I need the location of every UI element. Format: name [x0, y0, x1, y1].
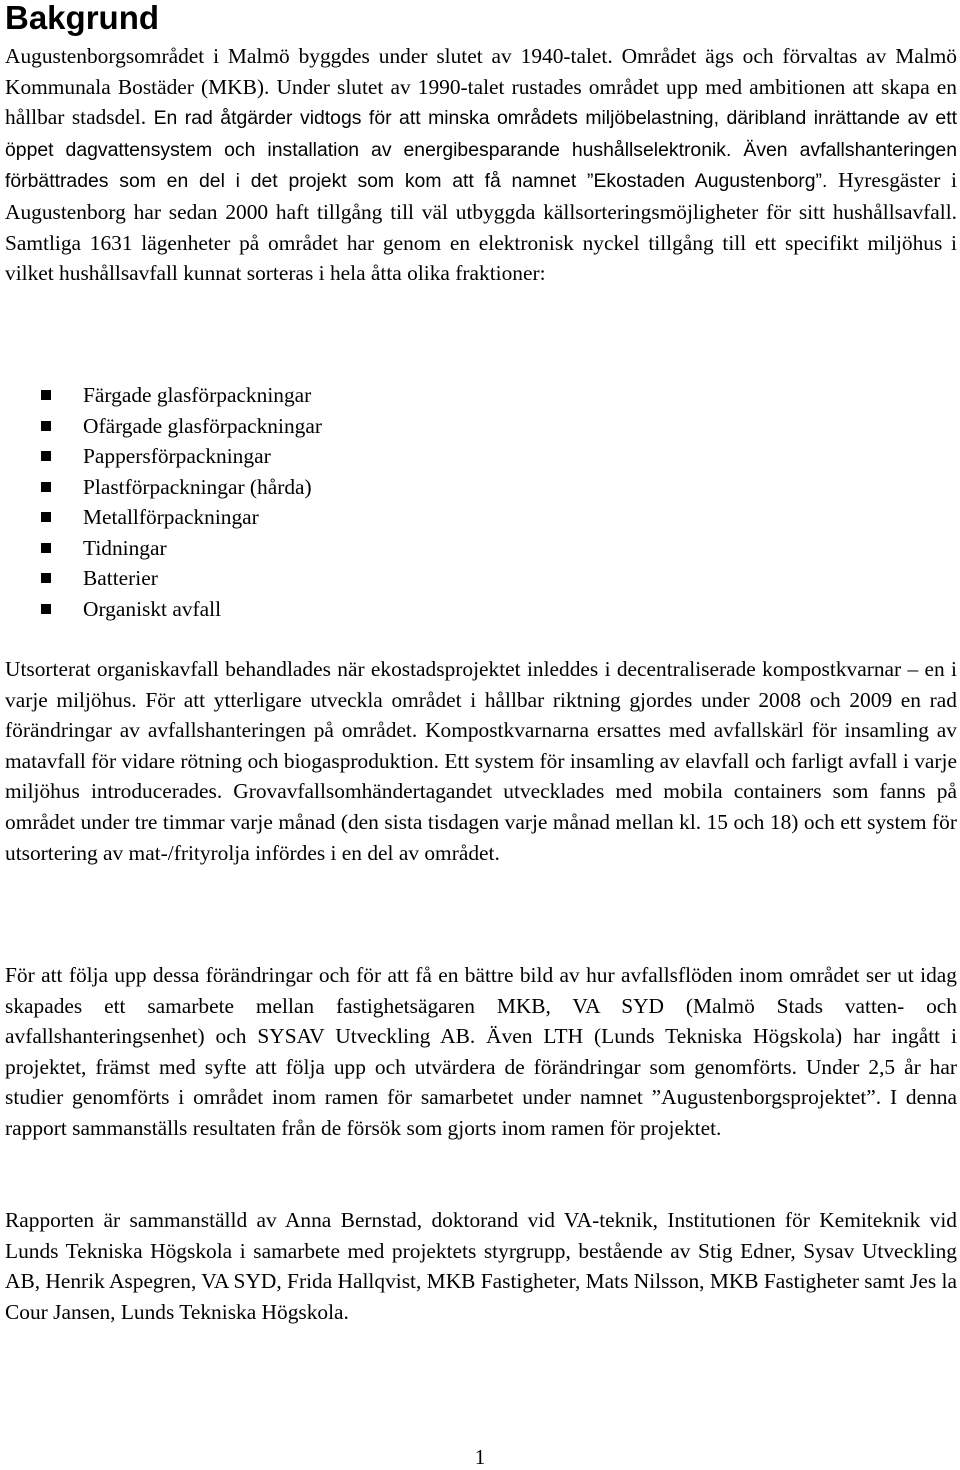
intro-sentence-3: Hyresgäster i Augustenborg har sedan 2000 haft tillgång till väl utbyggda källsorteringsmöjligheter för sitt hushållsavfall.	[5, 168, 957, 224]
waste-changes-paragraph: Utsorterat organiskavfall behandlades när ekostadsprojektet inleddes i decentraliserade kompostkvarnar – en i varje miljöhus. För att ytterligare utveckla området i hållbar riktning gjordes under 2008 och 2009 en rad förändringar av avfallshanteringen på området. Kompostkvarnarna ersattes med avfallskärl för insamling av matavfall för vidare rötning och biogasproduktion. Ett system för insamling av elavfall och farligt avfall i varje miljöhus introducerades. Grovavfallsomhändertagandet utvecklades med mobila containers som fanns på området under tre timmar varje månad (den sista tisdagen varje månad mellan kl. 15 och 18) och ett system för utsortering av mat-/frityrolja infördes i en del av området.	[5, 657, 957, 865]
bullet-square-icon	[41, 543, 51, 553]
bullet-square-icon	[41, 512, 51, 522]
bullet-square-icon	[41, 421, 51, 431]
section-heading: Bakgrund	[5, 0, 160, 36]
bullet-square-icon	[41, 390, 51, 400]
list-item-text: Batterier	[83, 566, 158, 590]
intro-sentence-2: En rad åtgärder vidtogs för att minska områdets miljöbelastning, däribland inrättande av ett öppet dagvattensystem och installation av energibesparande hushållselektronik. Även avfallshanteringen förbättrades som en del i det projekt som kom att få namnet ”Ekostaden Augustenborg”.	[5, 107, 957, 193]
intro-paragraph	[5, 41, 957, 289]
intro-sentence-4: Samtliga 1631 lägenheter på området har genom en elektronisk nyckel tillgång till ett specifikt miljöhus i vilket hushållsavfall kunnat sorteras i hela åtta olika fraktioner:	[5, 230, 957, 286]
page-number: 1	[474, 1445, 486, 1469]
list-item-text: Färgade glasförpackningar	[83, 383, 312, 407]
list-item-text: Ofärgade glasförpackningar	[83, 413, 322, 438]
list-item-text: Tidningar	[83, 535, 167, 560]
bullet-square-icon	[41, 604, 51, 614]
collaboration-paragraph: För att följa upp dessa förändringar och för att få en bättre bild av hur avfallsflöden inom området ser ut idag skapades ett samarbete mellan fastighetsägaren MKB, VA SYD (Malmö Stads vatten- och avfallshanteringsenhet) och SYSAV Utveckling AB. Även LTH (Lunds Tekniska Högskola) har ingått i projektet, främst med syfte att följa upp och utvärdera de förändringar som genomförts. Under 2,5 år har studier genomförts i området inom ramen för samarbetet under namnet ”Augustenborgsprojektet”. I denna rapport sammanställs resultaten från de försök som gjorts inom ramen för projektet.	[5, 963, 957, 1140]
bullet-square-icon	[41, 573, 51, 583]
bullet-square-icon	[41, 482, 51, 492]
authors-paragraph: Rapporten är sammanställd av Anna Bernstad, doktorand vid VA-teknik, Institutionen för Kemiteknik vid Lunds Tekniska Högskola i samarbete med projektets styrgrupp, bestående av Stig Edner, Sysav Utveckling AB, Henrik Aspegren, VA SYD, Frida Hallqvist, MKB Fastigheter, Mats Nilsson, MKB Fastigheter samt Jes la Cour Jansen, Lunds Tekniska Högskola.	[5, 1208, 957, 1324]
list-item-text: Organiskt avfall	[83, 596, 222, 621]
bullet-square-icon	[41, 451, 51, 461]
list-item-text: Pappersförpackningar	[83, 444, 271, 468]
intro-sentence-1: Augustenborgsområdet i Malmö byggdes under slutet av 1940-talet. Området ägs och förvaltas av Malmö Kommunala Bostäder (MKB). Under slutet av 1990-talet rustades området upp med ambitionen att skapa en hållbar stadsdel.	[5, 44, 957, 130]
list-item-text: Plastförpackningar (hårda)	[83, 474, 312, 499]
list-item-text: Metallförpackningar	[83, 505, 259, 529]
